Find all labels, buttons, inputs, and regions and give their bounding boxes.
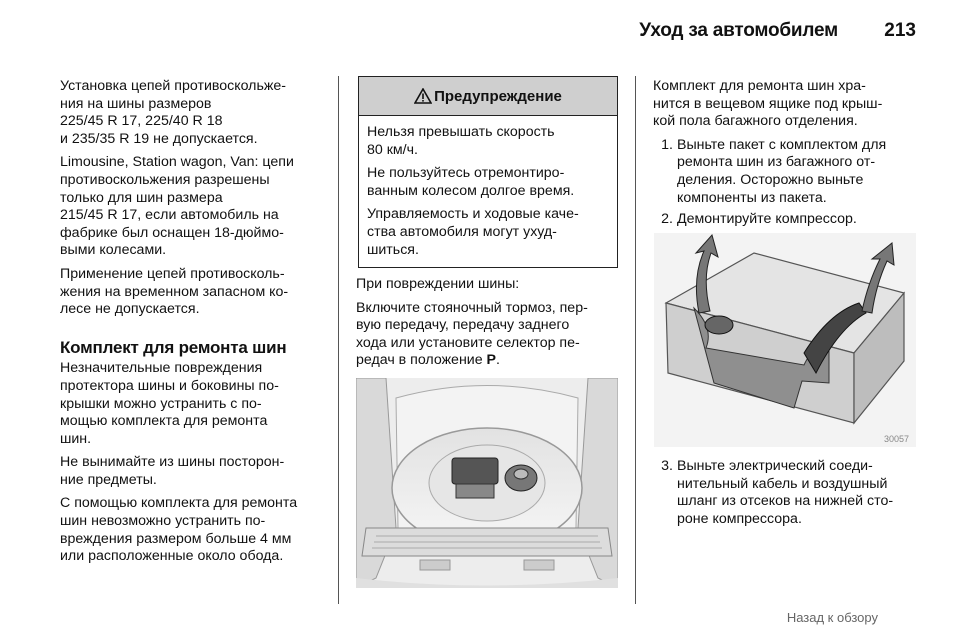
page-number: 213 — [884, 20, 916, 41]
step-1: 1. Выньте пакет с комплектом для ремонта шин из багажного от- деления. Осторожно выньте компоненты из пакета. — [661, 136, 887, 206]
column-left — [60, 78, 328, 572]
warning-title: Предупреждение — [434, 87, 562, 105]
paragraph-parking-brake: Включите стояночный тормоз, пер- вую передачу, передачу заднего хода или установите селектор пе- редач в положение P. — [356, 299, 588, 369]
warning-speed: Нельзя превышать скорость 80 км/ч. — [367, 124, 555, 158]
repair-kit-compressor — [452, 458, 498, 484]
paragraph-on-damage: При повреждении шины: — [356, 276, 520, 292]
column-right-continued — [653, 458, 919, 532]
section-heading: Комплект для ремонта шин — [60, 337, 287, 357]
paragraph-repair-limits: С помощью комплекта для ремонта шин невозможно устранить по- вреждения размером больше 4 мм или расположенные около обода. — [60, 495, 298, 565]
warning-handling: Управляемость и ходовые каче- ства автомобиля могут ухуд- шиться. — [367, 206, 579, 258]
trunk-illustration — [356, 378, 618, 588]
paragraph-chains-models: Limousine, Station wagon, Van: цепи противоскольжения разрешены только для шин размера 215/45 R 17, если автомобиль на фабрике был оснащен 18-дюймо- выми колесами. — [60, 154, 294, 259]
step-3: 3. Выньте электрический соеди- нительный кабель и воздушный шланг из отсеков на нижней сто- роне компрессора. — [661, 458, 894, 527]
warning-duration: Не пользуйтесь отремонтиро- ванным колесом долгое время. — [367, 165, 575, 199]
paragraph-kit-storage: Комплект для ремонта шин хра- нится в вещевом ящике под крыш- кой пола багажного отделения. — [653, 78, 883, 130]
warning-triangle-icon — [414, 88, 432, 104]
figure-number: 30057 — [883, 434, 909, 444]
page-header-title: Уход за автомобилем — [639, 20, 838, 41]
column-divider-2 — [635, 76, 636, 604]
gear-position-p: P — [486, 352, 497, 369]
column-right — [653, 78, 919, 233]
paragraph-foreign-objects: Не вынимайте из шины посторон- ние предметы. — [60, 454, 285, 488]
step-2: 2. Демонтируйте компрессор. — [661, 211, 857, 228]
paragraph-repair-minor: Незначительные повреждения протектора шины и боковины по- крышки можно устранить с по- мощью комплекта для ремонта шин. — [60, 360, 279, 447]
warning-header — [359, 77, 617, 116]
compressor-unit — [705, 316, 733, 334]
warning-box — [358, 76, 618, 268]
column-middle — [356, 276, 618, 376]
back-to-overview-link[interactable]: Назад к обзору — [786, 610, 878, 625]
paragraph-chains-spare: Применение цепей противосколь- жения на временном запасном ко- лесе не допускается. — [60, 265, 289, 318]
column-divider-1 — [338, 76, 339, 604]
compressor-box-illustration — [654, 233, 916, 447]
paragraph-chains-sizes: Установка цепей противоскольже- ния на шины размеров 225/45 R 17, 225/40 R 18 и 235/35 R 19 не допускается. — [60, 78, 286, 147]
